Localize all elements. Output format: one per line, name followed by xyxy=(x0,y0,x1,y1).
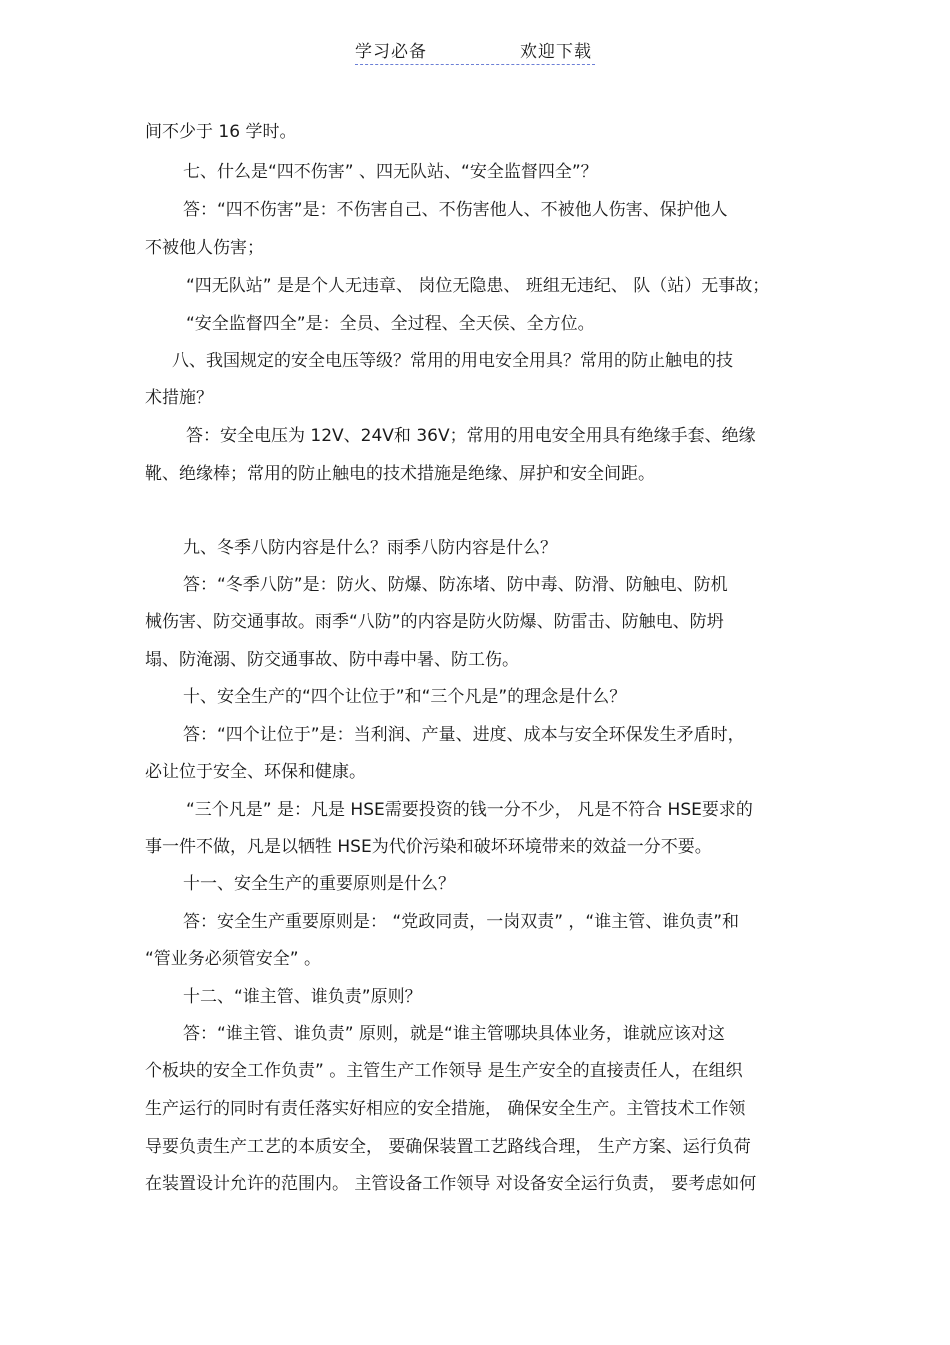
text-line: 答：安全生产重要原则是： “党政同责，一岗双责” ，“谁主管、谁负责”和 xyxy=(183,912,740,932)
text-line: 不被他人伤害； xyxy=(145,238,264,258)
header-left-text: 学习必备 xyxy=(355,42,427,62)
text-line: 械伤害、防交通事故。雨季“八防”的内容是防火防爆、防雷击、防触电、防坍 xyxy=(145,612,724,632)
header-right-text: 欢迎下载 xyxy=(520,42,592,62)
question-heading: 十、安全生产的“四个让位于”和“三个凡是”的理念是什么？ xyxy=(183,687,627,707)
question-heading: 八、我国规定的安全电压等级？常用的用电安全用具？常用的防止触电的技 xyxy=(172,351,733,371)
text-line: “三个凡是” 是：凡是 HSE需要投资的钱一分不少， 凡是不符合 HSE要求的 xyxy=(186,800,753,820)
text-line: 答：安全电压为 12V、24V和 36V；常用的用电安全用具有绝缘手套、绝缘 xyxy=(186,426,756,446)
text-line: “四无队站” 是是个人无违章、 岗位无隐患、 班组无违纪、 队（站）无事故； xyxy=(186,276,770,296)
text-line: 间不少于 16 学时。 xyxy=(145,122,297,142)
text-line: 答：“四个让位于”是：当利润、产量、进度、成本与安全环保发生矛盾时， xyxy=(183,725,745,745)
question-heading: 十一、安全生产的重要原则是什么？ xyxy=(183,874,455,894)
text-line: 答：“谁主管、谁负责” 原则，就是“谁主管哪块具体业务，谁就应该对这 xyxy=(183,1024,725,1044)
text-line: “管业务必须管安全” 。 xyxy=(145,949,322,969)
text-line: 生产运行的同时有责任落实好相应的安全措施， 确保安全生产。主管技术工作领 xyxy=(145,1099,746,1119)
text-line: 靴、绝缘棒；常用的防止触电的技术措施是绝缘、屏护和安全间距。 xyxy=(145,464,655,484)
question-heading: 七、什么是“四不伤害” 、四无队站、“安全监督四全”？ xyxy=(183,162,598,182)
text-line: 答：“四不伤害”是：不伤害自己、不伤害他人、不被他人伤害、保护他人 xyxy=(183,200,728,220)
text-line: 答：“冬季八防”是：防火、防爆、防冻堵、防中毒、防滑、防触电、防机 xyxy=(183,575,728,595)
question-heading: 九、冬季八防内容是什么？雨季八防内容是什么？ xyxy=(183,538,557,558)
text-line: 在装置设计允许的范围内。 主管设备工作领导 对设备安全运行负责， 要考虑如何 xyxy=(145,1174,757,1194)
text-line: “安全监督四全”是：全员、全过程、全天侯、全方位。 xyxy=(186,314,595,334)
text-line: 术措施？ xyxy=(145,388,213,408)
text-line: 塌、防淹溺、防交通事故、防中毒中暑、防工伤。 xyxy=(145,650,519,670)
question-heading: 十二、“谁主管、谁负责”原则？ xyxy=(183,987,422,1007)
text-line: 个板块的安全工作负责” 。主管生产工作领导 是生产安全的直接责任人，在组织 xyxy=(145,1061,743,1081)
text-line: 导要负责生产工艺的本质安全， 要确保装置工艺路线合理， 生产方案、运行负荷 xyxy=(145,1137,751,1157)
text-line: 必让位于安全、环保和健康。 xyxy=(145,762,366,782)
text-line: 事一件不做，凡是以牺牲 HSE为代价污染和破坏环境带来的效益一分不要。 xyxy=(145,837,712,857)
